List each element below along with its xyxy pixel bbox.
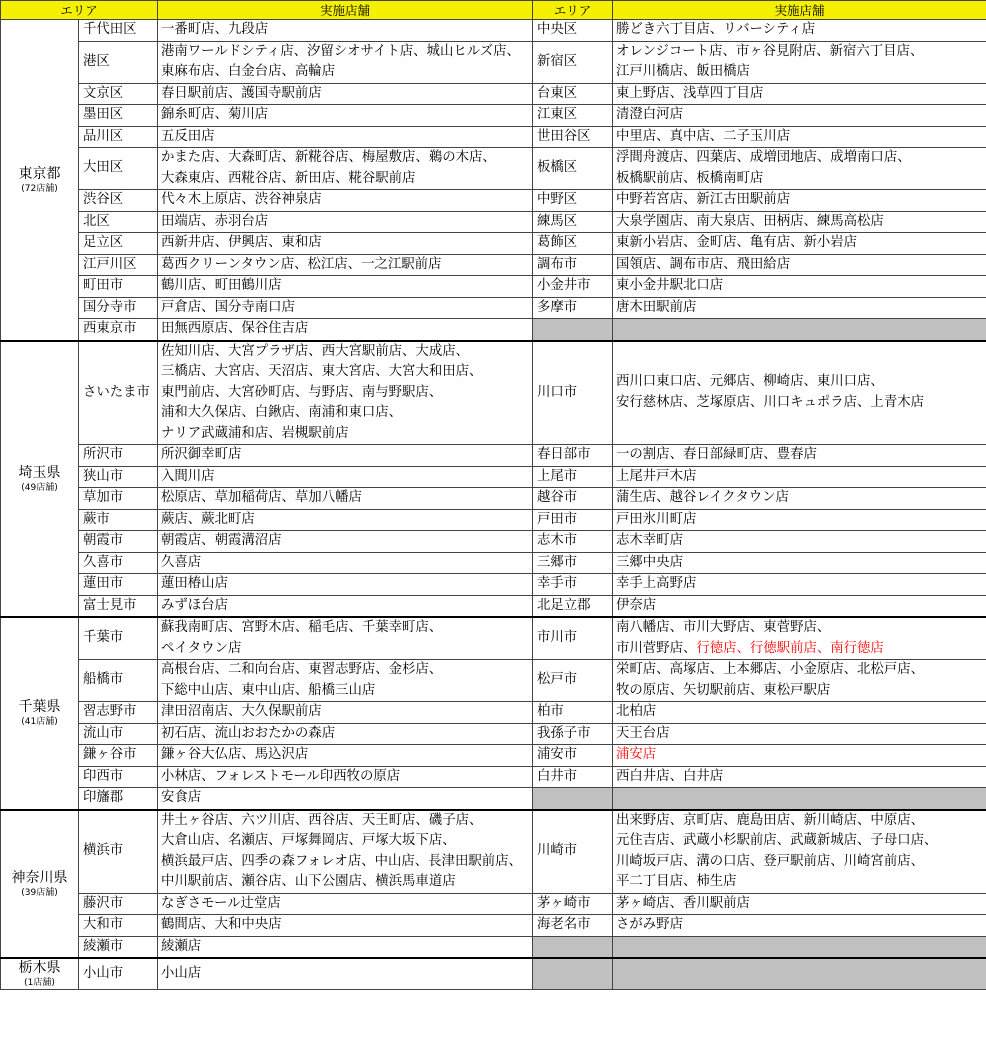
empty-cell	[613, 319, 986, 341]
stores-cell	[158, 745, 533, 767]
store-line: 中野若宮店、新江古田駅前店	[616, 192, 791, 207]
city-cell: 習志野市	[79, 702, 158, 724]
table-row	[1, 341, 986, 445]
city-cell-right: 北足立郡	[533, 595, 613, 617]
stores-cell	[158, 233, 533, 255]
city-cell: 千代田区	[79, 20, 158, 42]
stores-cell-right	[613, 254, 986, 276]
store-line: 江戸川橋店、飯田橋店	[616, 64, 750, 79]
stores-cell	[158, 723, 533, 745]
store-line: 戸倉店、国分寺南口店	[161, 299, 295, 315]
city-cell-right: 川崎市	[533, 810, 613, 894]
store-line: 一番町店、九段店	[161, 22, 269, 37]
stores-cell	[158, 254, 533, 276]
stores-cell-right	[613, 509, 986, 531]
stores-cell-right	[613, 41, 986, 83]
city-cell: 船橋市	[79, 660, 158, 702]
city-cell: 千葉市	[79, 617, 158, 660]
stores-cell-right	[613, 745, 986, 767]
table-row	[1, 254, 986, 276]
store-line: 東上野店、浅草四丁目店	[616, 85, 764, 101]
stores-cell-right	[613, 595, 986, 617]
stores-cell-right	[613, 893, 986, 915]
table-row	[1, 766, 986, 788]
empty-cell	[533, 958, 613, 990]
table-row	[1, 660, 986, 702]
city-cell-right: 調布市	[533, 254, 613, 276]
stores-cell-right	[613, 702, 986, 724]
store-line: 所沢御幸町店	[161, 447, 242, 462]
city-cell-right: 世田谷区	[533, 126, 613, 148]
prefecture-name: 神奈川県	[11, 869, 68, 886]
stores-cell-right	[613, 488, 986, 510]
store-line: 平二丁目店、柿生店	[616, 874, 737, 889]
store-line: 西川口東口店、元郷店、柳崎店、東川口店、	[616, 374, 884, 390]
stores-cell-right	[613, 766, 986, 788]
city-cell: 久喜市	[79, 552, 158, 574]
store-line: ナリア武蔵浦和店、岩槻駅前店	[161, 425, 349, 441]
store-line: 蘇我南町店、宮野木店、稲毛店、千葉幸町店、	[161, 620, 443, 635]
table-row	[1, 190, 986, 212]
city-cell: さいたま市	[79, 341, 158, 445]
stores-cell	[158, 574, 533, 596]
city-cell: 蓮田市	[79, 574, 158, 596]
city-cell-right: 多摩市	[533, 297, 613, 319]
city-cell-right: 松戸市	[533, 660, 613, 702]
stores-cell	[158, 595, 533, 617]
table-row	[1, 211, 986, 233]
table-body	[1, 20, 986, 990]
stores-cell	[158, 105, 533, 127]
stores-cell	[158, 552, 533, 574]
store-line: 久喜店	[161, 554, 202, 570]
table-row	[1, 126, 986, 148]
city-cell: 藤沢市	[79, 893, 158, 915]
store-line: 清澄白河店	[616, 107, 683, 122]
table-row	[1, 276, 986, 298]
table-row	[1, 233, 986, 255]
store-line: 幸手上高野店	[616, 576, 697, 591]
store-line: 代々木上原店、渋谷神泉店	[161, 192, 322, 207]
store-line: なぎさモール辻堂店	[161, 895, 281, 911]
stores-cell-right	[613, 148, 986, 190]
store-line: 蒲生店、越谷レイクタウン店	[616, 490, 789, 505]
store-line: 蕨店、蕨北町店	[161, 511, 255, 527]
store-line: 一の割店、春日部緑町店、豊春店	[616, 447, 817, 462]
store-line: 東麻布店、白金台店、高輪店	[161, 64, 336, 79]
store-line: 伊奈店	[616, 597, 657, 613]
table-row	[1, 466, 986, 488]
store-line: 蓮田椿山店	[161, 576, 228, 591]
city-cell: 印西市	[79, 766, 158, 788]
stores-cell-right	[613, 297, 986, 319]
city-cell-right: 三郷市	[533, 552, 613, 574]
prefecture-cell	[1, 341, 79, 618]
stores-cell	[158, 20, 533, 42]
store-line: 春日駅前店、護国寺駅前店	[161, 85, 322, 101]
store-line: 戸田氷川町店	[616, 511, 697, 527]
store-line: 出来野店、京町店、鹿島田店、新川崎店、中原店、	[616, 812, 924, 828]
city-cell: 国分寺市	[79, 297, 158, 319]
prefecture-name: 千葉県	[18, 699, 61, 716]
table-row	[1, 915, 986, 937]
city-cell-right: 中央区	[533, 20, 613, 42]
store-line: 浦和大久保店、白鍬店、南浦和東口店、	[161, 405, 403, 420]
store-line: 鶴間店、大和中央店	[161, 917, 282, 932]
store-line: 初石店、流山おおたかの森店	[161, 725, 336, 741]
table-row	[1, 958, 986, 990]
store-line: 中川駅前店、瀬谷店、山下公園店、横浜馬車道店	[161, 874, 456, 889]
city-cell: 流山市	[79, 723, 158, 745]
stores-cell	[158, 893, 533, 915]
stores-cell	[158, 466, 533, 488]
stores-cell-right	[613, 126, 986, 148]
stores-cell-right	[613, 723, 986, 745]
stores-cell-right	[613, 211, 986, 233]
store-line: 安食店	[161, 790, 202, 805]
table-row	[1, 148, 986, 190]
table-row	[1, 574, 986, 596]
store-line: 安行慈林店、芝塚原店、川口キュポラ店、上青木店	[616, 394, 924, 410]
store-line: 三橋店、大宮店、天沼店、東大宮店、大宮大和田店、	[161, 364, 483, 379]
store-line: 松原店、草加稲荷店、草加八幡店	[161, 490, 362, 505]
store-line: 東新小岩店、金町店、亀有店、新小岩店	[616, 235, 858, 250]
store-line: みずほ台店	[161, 597, 228, 613]
city-cell: 綾瀬市	[79, 936, 158, 958]
stores-cell	[158, 488, 533, 510]
store-line: 五反田店	[161, 128, 215, 144]
store-line: 佐知川店、大宮プラザ店、西大宮駅前店、大成店、	[161, 343, 469, 359]
store-line: かまた店、大森町店、新糀谷店、梅屋敷店、鵜の木店、	[161, 150, 496, 165]
stores-cell	[158, 445, 533, 467]
empty-cell	[613, 936, 986, 958]
stores-cell	[158, 148, 533, 190]
store-line: オレンジコート店、市ヶ谷見附店、新宿六丁目店、	[616, 43, 924, 59]
stores-cell	[158, 958, 533, 990]
store-line: 綾瀬店	[161, 938, 202, 954]
city-cell-right: 小金井市	[533, 276, 613, 298]
city-cell-right: 江東区	[533, 105, 613, 127]
table-row	[1, 297, 986, 319]
store-line: 勝どき六丁目店、リバーシティ店	[616, 22, 816, 37]
store-line: 西白井店、白井店	[616, 768, 724, 784]
store-line: 牧の原店、矢切駅前店、東松戸駅店	[616, 682, 831, 698]
stores-cell-right	[613, 660, 986, 702]
stores-cell	[158, 915, 533, 937]
city-cell: 鎌ヶ谷市	[79, 745, 158, 767]
empty-cell	[533, 788, 613, 810]
stores-cell-right	[613, 552, 986, 574]
table-row	[1, 509, 986, 531]
store-line: 西新井店、伊興店、東和店	[161, 235, 322, 250]
city-cell-right: 上尾市	[533, 466, 613, 488]
table-row	[1, 702, 986, 724]
stores-cell	[158, 83, 533, 105]
stores-cell	[158, 509, 533, 531]
store-line: 国領店、調布市店、飛田給店	[616, 256, 791, 272]
stores-cell	[158, 660, 533, 702]
store-line: 鶴川店、町田鶴川店	[161, 278, 282, 293]
store-line: 錦糸町店、菊川店	[161, 107, 269, 122]
city-cell-right: 幸手市	[533, 574, 613, 596]
city-cell: 渋谷区	[79, 190, 158, 212]
city-cell-right: 中野区	[533, 190, 613, 212]
table-row	[1, 893, 986, 915]
city-cell-right: 葛飾区	[533, 233, 613, 255]
store-line: 港南ワールドシティ店、汐留シオサイト店、城山ヒルズ店、	[161, 43, 520, 59]
prefecture-cell	[1, 20, 79, 341]
store-line: 朝霞店、朝霞溝沼店	[161, 533, 282, 548]
store-line: 唐木田駅前店	[616, 299, 697, 315]
table-row	[1, 83, 986, 105]
store-line: 天王台店	[616, 725, 670, 741]
empty-cell	[613, 788, 986, 810]
stores-cell-right	[613, 233, 986, 255]
store-line: 田端店、赤羽台店	[161, 213, 269, 229]
table-row	[1, 936, 986, 958]
store-line: 井土ヶ谷店、六ツ川店、西谷店、天王町店、磯子店、	[161, 812, 483, 828]
prefecture-store-count: (41店舗)	[21, 717, 58, 728]
store-line: 津田沼南店、大久保駅前店	[161, 704, 322, 719]
store-line: 大倉山店、名瀬店、戸塚舞岡店、戸塚大坂下店、	[161, 833, 456, 848]
stores-cell-right	[613, 466, 986, 488]
city-cell: 江戸川区	[79, 254, 158, 276]
store-line: さがみ野店	[616, 917, 683, 932]
store-line: 東門前店、大宮砂町店、与野店、南与野駅店、	[161, 384, 443, 400]
city-cell: 狭山市	[79, 466, 158, 488]
city-cell-right: 茅ヶ崎市	[533, 893, 613, 915]
store-line: 茅ヶ崎店、香川駅前店	[616, 895, 750, 911]
table-row	[1, 488, 986, 510]
store-line: 下総中山店、東中山店、船橋三山店	[161, 682, 376, 698]
store-line: 東小金井駅北口店	[616, 278, 724, 293]
stores-cell-right	[613, 276, 986, 298]
city-cell-right: 志木市	[533, 531, 613, 553]
prefecture-name: 東京都	[18, 165, 61, 182]
city-cell-right: 川口市	[533, 341, 613, 445]
store-line: 市川菅野店、	[616, 640, 697, 656]
stores-cell	[158, 810, 533, 894]
city-cell-right: 柏市	[533, 702, 613, 724]
empty-cell	[533, 936, 613, 958]
stores-cell	[158, 297, 533, 319]
city-cell: 墨田区	[79, 105, 158, 127]
store-line: 大泉学園店、南大泉店、田柄店、練馬高松店	[616, 213, 884, 229]
stores-cell	[158, 617, 533, 660]
stores-cell	[158, 341, 533, 445]
city-cell: 文京区	[79, 83, 158, 105]
header-area: エリア	[1, 1, 158, 20]
stores-cell	[158, 788, 533, 810]
city-cell: 朝霞市	[79, 531, 158, 553]
store-line: 中里店、真中店、二子玉川店	[616, 128, 791, 144]
store-line: 川崎坂戸店、溝の口店、登戸駅前店、川崎宮前店、	[616, 853, 924, 869]
stores-cell	[158, 41, 533, 83]
city-cell-right: 板橋区	[533, 148, 613, 190]
city-cell: 小山市	[79, 958, 158, 990]
city-cell: 大和市	[79, 915, 158, 937]
city-cell-right: 浦安市	[533, 745, 613, 767]
stores-cell-right	[613, 341, 986, 445]
prefecture-name: 埼玉県	[18, 464, 61, 481]
store-line: 鎌ヶ谷大仏店、馬込沢店	[161, 747, 309, 762]
store-line: 横浜最戸店、四季の森フォレオ店、中山店、長津田駅前店、	[161, 853, 522, 869]
city-cell-right: 海老名市	[533, 915, 613, 937]
table-row	[1, 595, 986, 617]
stores-cell	[158, 126, 533, 148]
city-cell: 北区	[79, 211, 158, 233]
prefecture-cell	[1, 810, 79, 959]
store-line: 志木幸町店	[616, 533, 683, 548]
empty-cell	[613, 958, 986, 990]
store-line: 栄町店、高塚店、上本郷店、小金原店、北松戸店、	[616, 662, 924, 677]
stores-cell	[158, 319, 533, 341]
city-cell: 西東京市	[79, 319, 158, 341]
header-stores: 実施店舗	[158, 1, 533, 20]
store-line: 高根台店、二和向台店、東習志野店、金杉店、	[161, 662, 443, 677]
prefecture-store-count: (72店舗)	[21, 183, 58, 194]
city-cell: 港区	[79, 41, 158, 83]
table-row	[1, 617, 986, 660]
stores-cell-right	[613, 617, 986, 660]
stores-cell	[158, 531, 533, 553]
table-row	[1, 810, 986, 894]
city-cell-right: 春日部市	[533, 445, 613, 467]
store-line: 葛西クリーンタウン店、松江店、一之江駅前店	[161, 256, 442, 272]
store-line-highlight: 行徳店、行徳駅前店、南行徳店	[696, 640, 884, 656]
prefecture-cell	[1, 617, 79, 810]
prefecture-store-count: (49店舗)	[21, 482, 58, 493]
stores-cell	[158, 936, 533, 958]
store-line: 南八幡店、市川大野店、東菅野店、	[616, 620, 831, 635]
store-line: 浮間舟渡店、四葉店、成増団地店、成増南口店、	[616, 150, 911, 165]
city-cell-right: 戸田市	[533, 509, 613, 531]
city-cell: 品川区	[79, 126, 158, 148]
stores-cell	[158, 190, 533, 212]
city-cell: 大田区	[79, 148, 158, 190]
stores-cell	[158, 702, 533, 724]
store-line: ペイタウン店	[161, 640, 242, 656]
stores-cell-right	[613, 190, 986, 212]
city-cell: 草加市	[79, 488, 158, 510]
stores-cell-right	[613, 531, 986, 553]
store-line: 元住吉店、武蔵小杉駅前店、武蔵新城店、子母口店、	[616, 833, 938, 848]
prefecture-cell	[1, 958, 79, 990]
table-row	[1, 745, 986, 767]
stores-cell	[158, 276, 533, 298]
header-area-2: エリア	[533, 1, 613, 20]
stores-cell	[158, 766, 533, 788]
table-row	[1, 552, 986, 574]
stores-cell-right	[613, 445, 986, 467]
city-cell: 富士見市	[79, 595, 158, 617]
store-line: 北柏店	[616, 704, 657, 719]
table-row	[1, 41, 986, 83]
table-row	[1, 788, 986, 810]
city-cell: 印旛郡	[79, 788, 158, 810]
prefecture-name: 栃木県	[18, 960, 61, 976]
store-line: 小林店、フォレストモール印西牧の原店	[161, 768, 401, 784]
city-cell: 足立区	[79, 233, 158, 255]
city-cell: 蕨市	[79, 509, 158, 531]
stores-cell	[158, 211, 533, 233]
store-line: 板橋駅前店、板橋南町店	[616, 170, 764, 186]
header-row	[1, 1, 986, 20]
city-cell-right: 市川市	[533, 617, 613, 660]
city-cell-right: 我孫子市	[533, 723, 613, 745]
table-row	[1, 723, 986, 745]
store-line: 入間川店	[161, 468, 215, 484]
city-cell-right: 練馬区	[533, 211, 613, 233]
city-cell-right: 新宿区	[533, 41, 613, 83]
stores-cell-right	[613, 574, 986, 596]
stores-cell-right	[613, 915, 986, 937]
city-cell: 所沢市	[79, 445, 158, 467]
header-stores-2: 実施店舗	[613, 1, 986, 20]
table-row	[1, 319, 986, 341]
empty-cell	[533, 319, 613, 341]
prefecture-store-count: (39店舗)	[21, 887, 58, 898]
store-line: 大森東店、西糀谷店、新田店、糀谷駅前店	[161, 170, 416, 186]
store-line: 小山店	[161, 965, 202, 981]
city-cell-right: 台東区	[533, 83, 613, 105]
city-cell-right: 白井市	[533, 766, 613, 788]
store-line: 三郷中央店	[616, 554, 683, 570]
store-line-highlight: 浦安店	[616, 747, 657, 762]
table-row	[1, 105, 986, 127]
city-cell: 町田市	[79, 276, 158, 298]
table-row	[1, 531, 986, 553]
stores-cell-right	[613, 20, 986, 42]
stores-cell-right	[613, 810, 986, 894]
prefecture-store-count: (1店舗)	[24, 978, 55, 988]
table-row	[1, 20, 986, 42]
store-line: 田無西原店、保谷住吉店	[161, 321, 309, 336]
table-row	[1, 445, 986, 467]
city-cell-right: 越谷市	[533, 488, 613, 510]
city-cell: 横浜市	[79, 810, 158, 894]
stores-cell-right	[613, 105, 986, 127]
stores-cell-right	[613, 83, 986, 105]
store-line: 上尾井戸木店	[616, 468, 697, 484]
